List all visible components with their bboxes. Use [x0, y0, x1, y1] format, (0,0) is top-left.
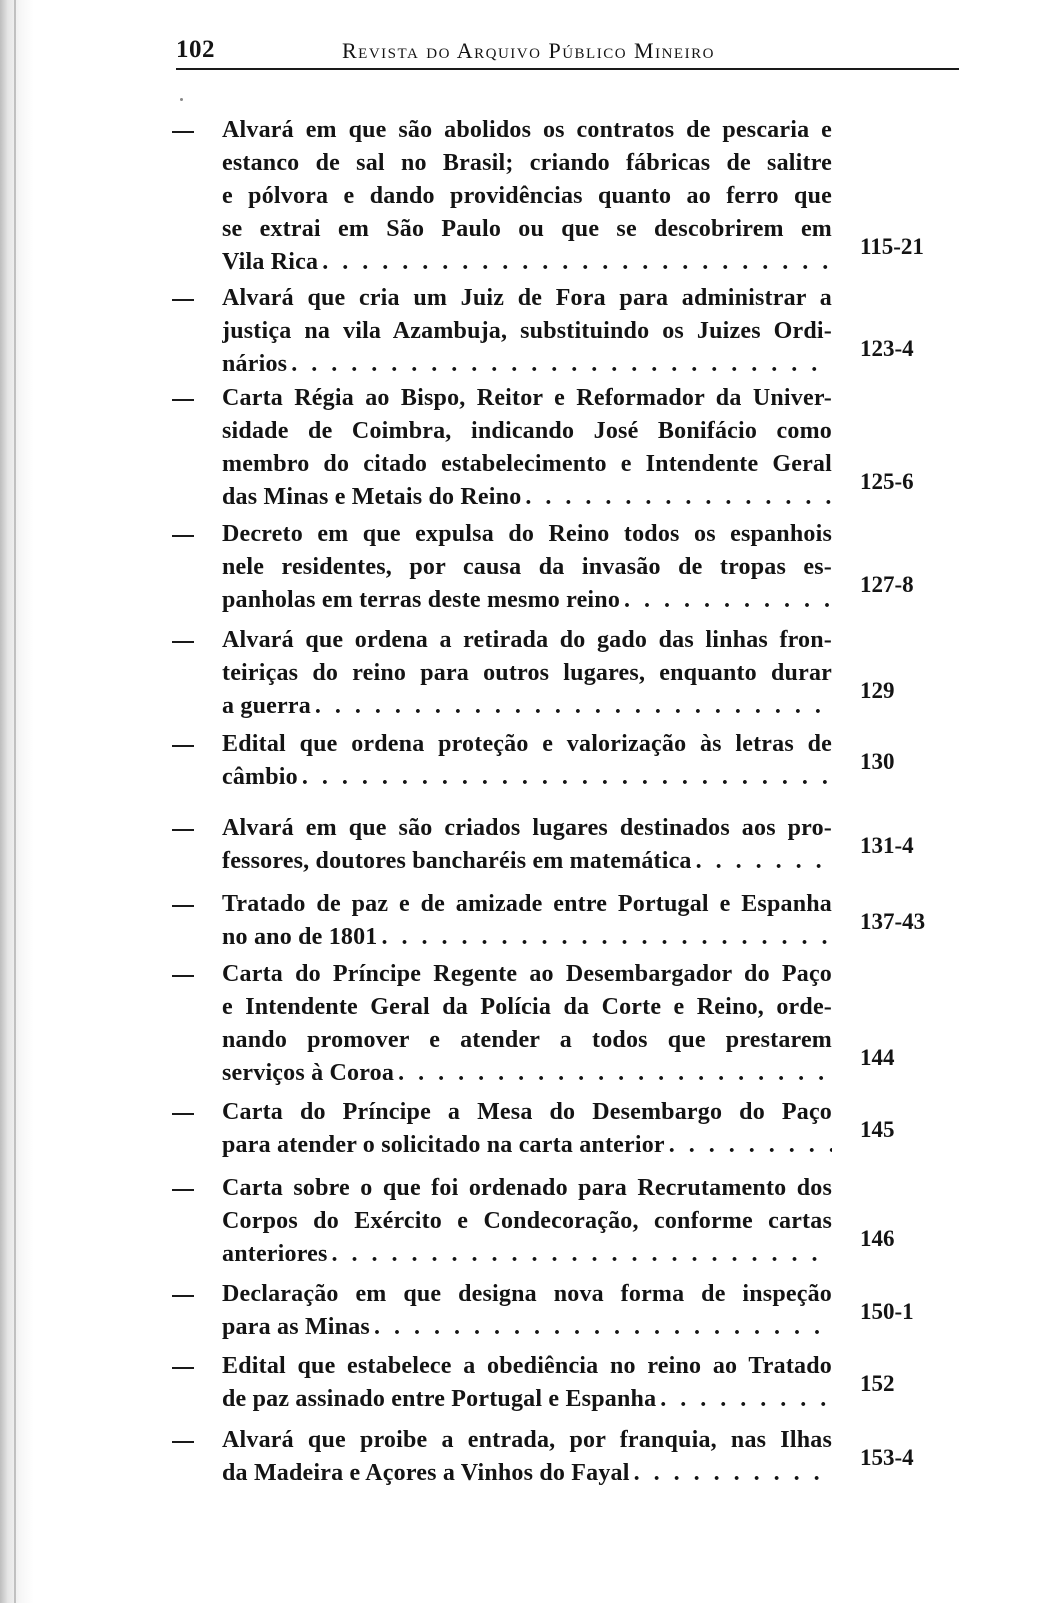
entry-line-text: nários	[222, 351, 288, 377]
entry-dash	[172, 1295, 194, 1297]
entry-line-text: panholas em terras deste mesmo reino	[222, 587, 621, 613]
entry-description	[222, 282, 832, 381]
entry-dash	[172, 975, 194, 977]
page-reference: 144	[860, 1045, 895, 1070]
entry-description	[222, 624, 832, 723]
page-reference: 123-4	[860, 336, 914, 361]
page-number: 102	[176, 36, 215, 63]
entry-line-text: Vila Rica	[222, 249, 319, 275]
entry-line: Alvará que proibe a entrada, por franquia, nas Ilhas	[222, 1427, 832, 1453]
entry-line: e pólvora e dando providências quanto ao ferro que	[222, 183, 832, 209]
dot-leader	[634, 1457, 832, 1490]
entry-dash	[172, 905, 194, 907]
entry-description	[222, 1424, 832, 1490]
entry-line-text: para as Minas	[222, 1314, 370, 1340]
entry-description	[222, 888, 832, 954]
entry-line: Tratado de paz e de amizade entre Portugal e Espanha	[222, 891, 832, 917]
entry-line: estanco de sal no Brasil; criando fábricas de salitre	[222, 150, 832, 176]
page-reference: 131-4	[860, 833, 914, 858]
entry-line: se extrai em São Paulo ou que se descobrirem em	[222, 216, 832, 242]
entry-line: justiça na vila Azambuja, substituindo os Juizes Ordi-	[222, 318, 832, 344]
entry-line-text: das Minas e Metais do Reino	[222, 484, 522, 510]
dot-leader	[660, 1383, 832, 1416]
dot-leader	[696, 845, 832, 878]
entry-description	[222, 382, 832, 514]
entry-description	[222, 812, 832, 878]
entry-line: Alvará em que são abolidos os contratos de pescaria e	[222, 117, 832, 143]
page-reference: 130	[860, 749, 895, 774]
entry-description	[222, 1172, 832, 1271]
entry-dash	[172, 1441, 194, 1443]
running-title: Revista do Arquivo Público Mineiro	[342, 38, 715, 63]
entry-description	[222, 114, 832, 279]
entry-line: teiriças do reino para outros lugares, enquanto durar	[222, 660, 832, 686]
entry-line: e Intendente Geral da Polícia da Corte e Reino, orde-	[222, 994, 832, 1020]
entry-line-last	[222, 348, 832, 381]
entry-line: Carta sobre o que foi ordenado para Recrutamento dos	[222, 1175, 832, 1201]
entry-description	[222, 1350, 832, 1416]
dot-leader	[669, 1129, 832, 1162]
page-reference: 129	[860, 678, 895, 703]
entry-dash	[172, 829, 194, 831]
entry-line-text: para atender o solicitado na carta anterior	[222, 1132, 665, 1158]
entry-line-last	[222, 1383, 832, 1416]
entry-description	[222, 518, 832, 617]
entry-line-last	[222, 1129, 832, 1162]
entry-line: Alvará que ordena a retirada do gado das linhas fron-	[222, 627, 832, 653]
entry-line: sidade de Coimbra, indicando José Bonifácio como	[222, 418, 832, 444]
entry-line: Corpos do Exército e Condecoração, conforme cartas	[222, 1208, 832, 1234]
entry-line-last	[222, 1457, 832, 1490]
entry-dash	[172, 1113, 194, 1115]
entry-line: Carta do Príncipe a Mesa do Desembargo do Paço	[222, 1099, 832, 1125]
entry-line-last	[222, 1238, 832, 1271]
entry-line-last	[222, 246, 832, 279]
entry-line: nele residentes, por causa da invasão de tropas es-	[222, 554, 832, 580]
entry-line-last	[222, 845, 832, 878]
entry-line-last	[222, 584, 832, 617]
entry-line: membro do citado estabelecimento e Intendente Geral	[222, 451, 832, 477]
dot-leader	[398, 1057, 832, 1090]
page-reference: 125-6	[860, 469, 914, 494]
page-reference: 152	[860, 1371, 895, 1396]
entry-line-last	[222, 921, 832, 954]
entry-line-text: de paz assinado entre Portugal e Espanha	[222, 1386, 657, 1412]
entry-line-last	[222, 690, 832, 723]
page-reference: 115-21	[860, 234, 924, 259]
entry-line: Decreto em que expulsa do Reino todos os espanhois	[222, 521, 832, 547]
entry-line-last	[222, 1057, 832, 1090]
dot-leader	[332, 1238, 832, 1271]
entry-dash	[172, 299, 194, 301]
dot-leader	[322, 246, 832, 279]
entry-line-text: serviços à Coroa	[222, 1060, 395, 1086]
dot-leader	[382, 921, 833, 954]
page-reference: 153-4	[860, 1445, 914, 1470]
dot-leader	[374, 1311, 832, 1344]
entry-dash	[172, 399, 194, 401]
entry-dash	[172, 535, 194, 537]
entry-line: Carta do Príncipe Regente ao Desembargador do Paço	[222, 961, 832, 987]
page-reference: 137-43	[860, 909, 926, 934]
entry-dash	[172, 131, 194, 133]
entry-description	[222, 1096, 832, 1162]
entry-line: Declaração em que designa nova forma de inspeção	[222, 1281, 832, 1307]
entry-description	[222, 728, 832, 794]
entry-line: Edital que ordena proteção e valorização às letras de	[222, 731, 832, 757]
entry-description	[222, 1278, 832, 1344]
entry-line-text: anteriores	[222, 1241, 328, 1267]
page-reference: 146	[860, 1226, 895, 1251]
dot-leader	[315, 690, 832, 723]
dot-leader	[291, 348, 832, 381]
entry-line: Alvará que cria um Juiz de Fora para administrar a	[222, 285, 832, 311]
entry-line-text: fessores, doutores bancharéis em matemática	[222, 848, 692, 874]
entry-dash	[172, 745, 194, 747]
dot-leader	[624, 584, 832, 617]
entry-description	[222, 958, 832, 1090]
entry-dash	[172, 1189, 194, 1191]
entry-line-last	[222, 761, 832, 794]
entry-line-last	[222, 1311, 832, 1344]
entry-dash	[172, 641, 194, 643]
page-reference: 145	[860, 1117, 895, 1142]
entry-line: Carta Régia ao Bispo, Reitor e Reformador da Univer-	[222, 385, 832, 411]
entry-line-text: a guerra	[222, 693, 311, 719]
entry-line-text: da Madeira e Açores a Vinhos do Fayal	[222, 1460, 630, 1486]
entry-line: Edital que estabelece a obediência no reino ao Tratado	[222, 1353, 832, 1379]
dot-leader	[302, 761, 832, 794]
dot-leader	[525, 481, 832, 514]
entry-line-text: câmbio	[222, 764, 298, 790]
entry-line-last	[222, 481, 832, 514]
entry-line: nando promover e atender a todos que prestarem	[222, 1027, 832, 1053]
entry-dash	[172, 1367, 194, 1369]
entry-line: Alvará em que são criados lugares destinados aos pro-	[222, 815, 832, 841]
page-reference: 150-1	[860, 1299, 914, 1324]
entry-line-text: no ano de 1801	[222, 924, 378, 950]
page-reference: 127-8	[860, 572, 914, 597]
